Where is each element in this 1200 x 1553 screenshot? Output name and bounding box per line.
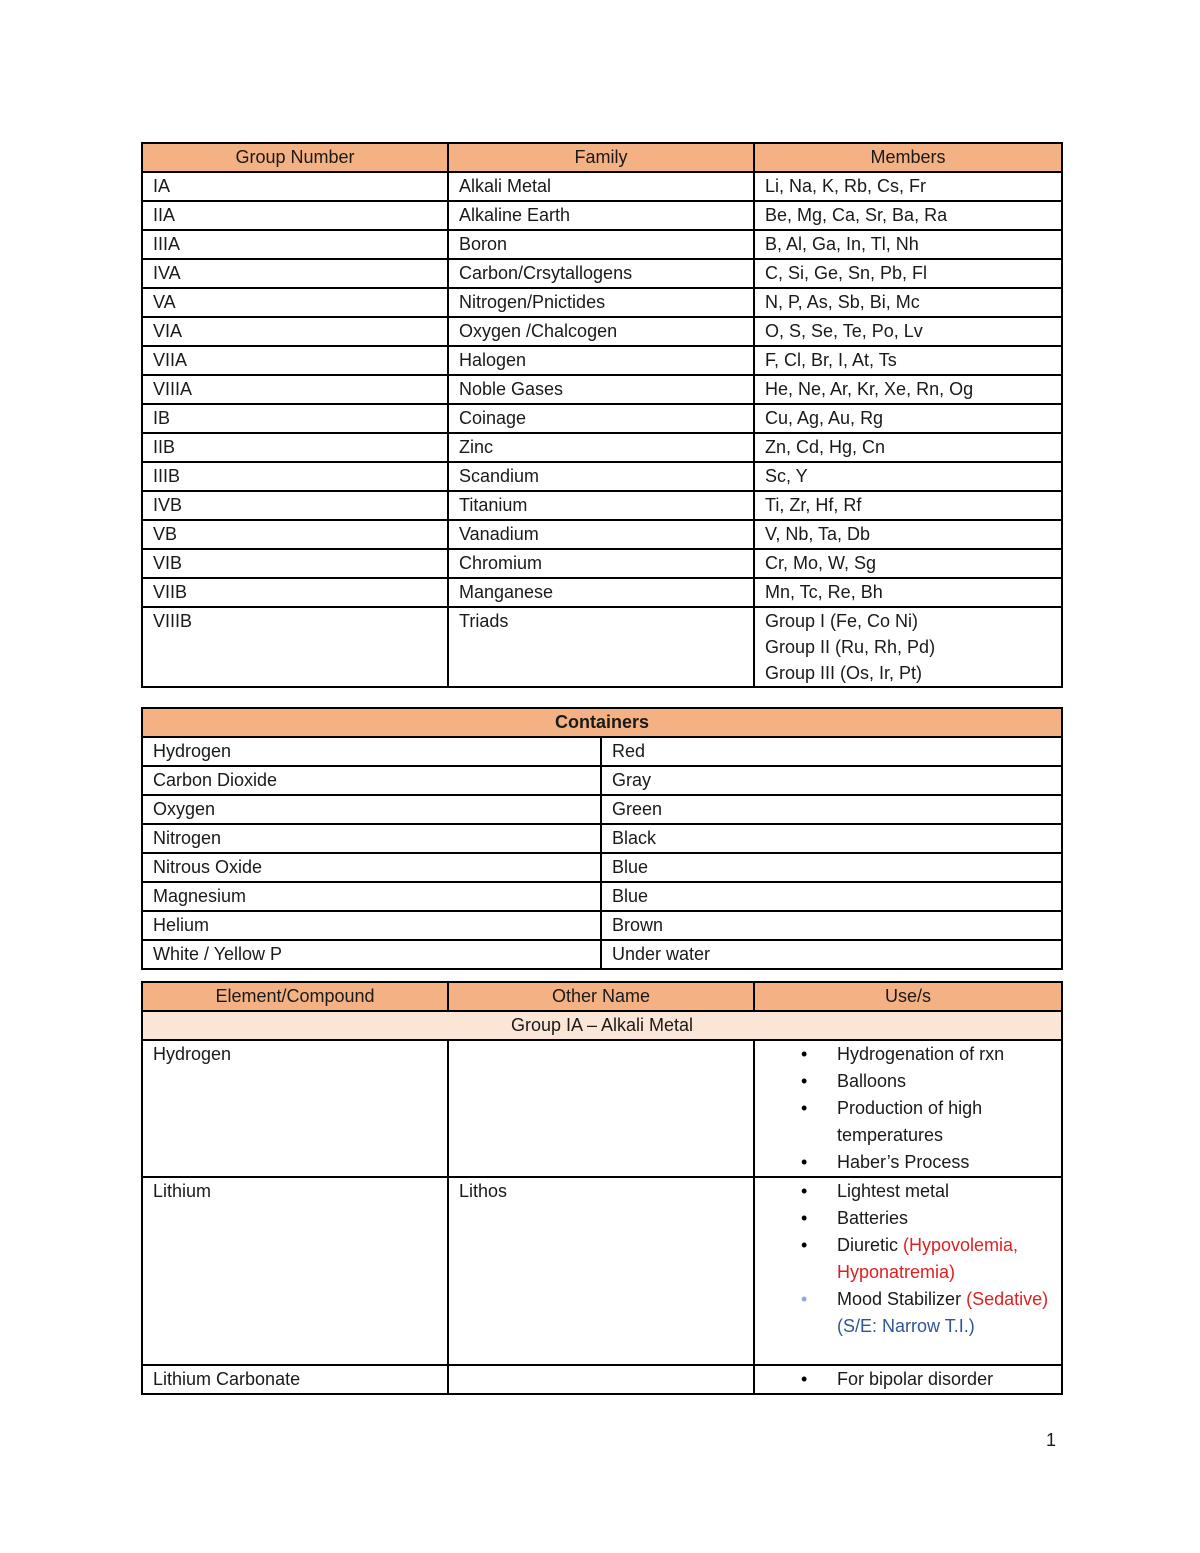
table-row [142,824,1062,853]
family-cell: Alkali Metal [448,172,754,201]
members-cell: Ti, Zr, Hf, Rf [754,491,1062,520]
header-element-compound: Element/Compound [142,982,448,1011]
container-gas-cell: Nitrous Oxide [142,853,601,882]
members-cell: Mn, Tc, Re, Bh [754,578,1062,607]
container-color-cell: Green [601,795,1062,824]
uses-cell [754,1177,1062,1365]
other-name [448,1040,754,1177]
header-members: Members [754,143,1062,172]
table-row [142,795,1062,824]
table-row [142,433,1062,462]
group-number-cell: IA [142,172,448,201]
group-number-cell: IIA [142,201,448,230]
section-row [142,1011,1062,1040]
uses-list [765,1366,1051,1393]
family-cell: Coinage [448,404,754,433]
container-gas-cell: Helium [142,911,601,940]
table-row [142,172,1062,201]
family-cell: Titanium [448,491,754,520]
container-color-cell: Gray [601,766,1062,795]
table-row [142,491,1062,520]
members-cell: Cr, Mo, W, Sg [754,549,1062,578]
uses-header-row [142,982,1062,1011]
table-row [142,259,1062,288]
header-family: Family [448,143,754,172]
groups-table [141,142,1063,688]
family-cell: Alkaline Earth [448,201,754,230]
members-cell: Zn, Cd, Hg, Cn [754,433,1062,462]
mood-blue-note: (S/E: Narrow T.I.) [837,1316,975,1336]
table-row [142,404,1062,433]
list-item: • Production of high temperatures [765,1095,1051,1149]
members-cell: Cu, Ag, Au, Rg [754,404,1062,433]
list-item [765,1232,1051,1286]
element-name: Hydrogen [142,1040,448,1177]
container-gas-cell: White / Yellow P [142,940,601,969]
uses-list [765,1178,1051,1340]
containers-title-row [142,708,1062,737]
hydrogen-row [142,1040,1062,1177]
table-row [142,882,1062,911]
triad-group: Group III (Os, Ir, Pt) [765,663,923,683]
family-cell: Nitrogen/Pnictides [448,288,754,317]
family-cell: Carbon/Crsytallogens [448,259,754,288]
container-color-cell: Black [601,824,1062,853]
triads-row [142,607,1062,687]
family-cell: Manganese [448,578,754,607]
container-color-cell: Blue [601,882,1062,911]
members-cell [754,607,1062,687]
element-name: Lithium Carbonate [142,1365,448,1394]
table-row [142,201,1062,230]
group-number-cell: IIIB [142,462,448,491]
table-row [142,230,1062,259]
container-gas-cell: Carbon Dioxide [142,766,601,795]
family-cell: Chromium [448,549,754,578]
header-other-name: Other Name [448,982,754,1011]
container-gas-cell: Hydrogen [142,737,601,766]
group-number-cell: VIIIB [142,607,448,687]
list-item: • Balloons [765,1068,1051,1095]
family-cell: Scandium [448,462,754,491]
members-cell: Be, Mg, Ca, Sr, Ba, Ra [754,201,1062,230]
group-number-cell: IVA [142,259,448,288]
list-item: • For bipolar disorder [765,1366,1051,1393]
table-row [142,940,1062,969]
list-item: • Hydrogenation of rxn [765,1041,1051,1068]
group-number-cell: VIA [142,317,448,346]
group-number-cell: IVB [142,491,448,520]
containers-title: Containers [142,708,1062,737]
list-item [765,1286,1051,1340]
container-color-cell: Red [601,737,1062,766]
members-cell: V, Nb, Ta, Db [754,520,1062,549]
container-gas-cell: Magnesium [142,882,601,911]
group-number-cell: VIIA [142,346,448,375]
lithium-carbonate-row [142,1365,1062,1394]
table-row [142,549,1062,578]
uses-table [141,981,1063,1395]
group-number-cell: VB [142,520,448,549]
header-group-number: Group Number [142,143,448,172]
table-row [142,375,1062,404]
element-name: Lithium [142,1177,448,1365]
family-cell: Halogen [448,346,754,375]
groups-header-row [142,143,1062,172]
table-row [142,737,1062,766]
list-item: • Haber’s Process [765,1149,1051,1176]
group-number-cell: IIB [142,433,448,462]
section-title: Group IA – Alkali Metal [142,1011,1062,1040]
list-item: • Batteries [765,1205,1051,1232]
group-number-cell: VIB [142,549,448,578]
table-row [142,853,1062,882]
mood-label: Mood Stabilizer [837,1289,962,1309]
table-row [142,766,1062,795]
members-cell: He, Ne, Ar, Kr, Xe, Rn, Og [754,375,1062,404]
container-color-cell: Blue [601,853,1062,882]
list-item: • Lightest metal [765,1178,1051,1205]
mood-red-note: (Sedative) [966,1289,1049,1309]
uses-list [765,1041,1051,1176]
table-row [142,578,1062,607]
group-number-cell: IB [142,404,448,433]
table-row [142,462,1062,491]
members-cell: O, S, Se, Te, Po, Lv [754,317,1062,346]
group-number-cell: VIIB [142,578,448,607]
table-row [142,911,1062,940]
group-number-cell: VA [142,288,448,317]
diuretic-label: Diuretic [837,1235,904,1255]
container-color-cell: Brown [601,911,1062,940]
containers-table [141,707,1063,970]
family-cell: Triads [448,607,754,687]
group-number-cell: VIIIA [142,375,448,404]
lithium-row [142,1177,1062,1365]
members-cell: Li, Na, K, Rb, Cs, Fr [754,172,1062,201]
family-cell: Vanadium [448,520,754,549]
triad-group: Group I (Fe, Co Ni) [765,611,919,631]
uses-cell [754,1040,1062,1177]
triad-group: Group II (Ru, Rh, Pd) [765,637,936,657]
table-row [142,346,1062,375]
table-row [142,288,1062,317]
table-row [142,520,1062,549]
members-cell: C, Si, Ge, Sn, Pb, Fl [754,259,1062,288]
other-name: Lithos [448,1177,754,1365]
family-cell: Zinc [448,433,754,462]
family-cell: Noble Gases [448,375,754,404]
container-gas-cell: Nitrogen [142,824,601,853]
members-cell: B, Al, Ga, In, Tl, Nh [754,230,1062,259]
members-cell: N, P, As, Sb, Bi, Mc [754,288,1062,317]
table-row [142,317,1062,346]
container-gas-cell: Oxygen [142,795,601,824]
uses-cell [754,1365,1062,1394]
family-cell: Oxygen /Chalcogen [448,317,754,346]
members-cell: Sc, Y [754,462,1062,491]
members-cell: F, Cl, Br, I, At, Ts [754,346,1062,375]
container-color-cell: Under water [601,940,1062,969]
other-name [448,1365,754,1394]
family-cell: Boron [448,230,754,259]
page-number: 1 [1046,1430,1057,1450]
header-uses: Use/s [754,982,1062,1011]
diuretic-note: (Hypovolemia, Hyponatremia) [837,1235,1019,1282]
group-number-cell: IIIA [142,230,448,259]
